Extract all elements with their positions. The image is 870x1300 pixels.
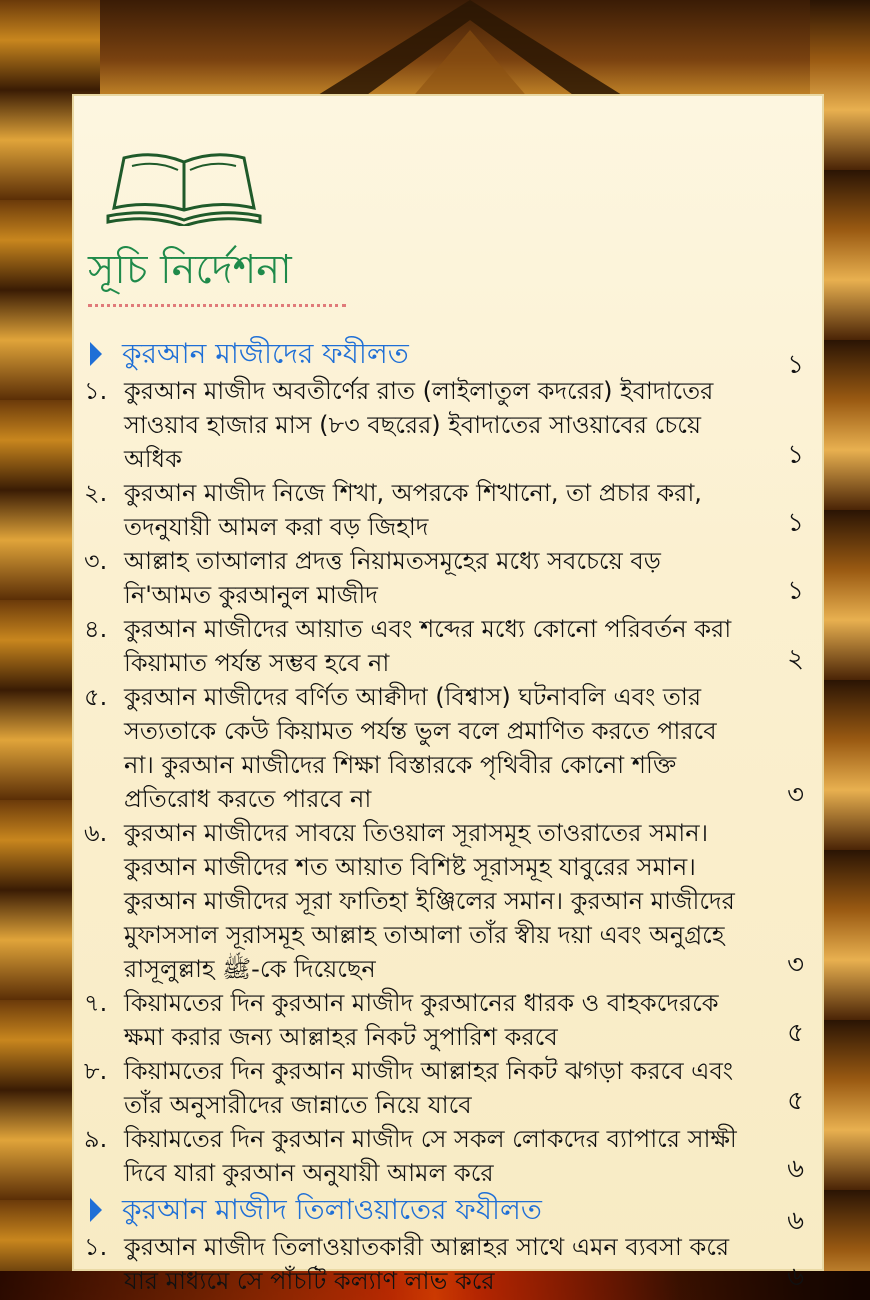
page-number: ৩ (787, 780, 804, 810)
entry-text: কিয়ামতের দিন কুরআন মাজীদ আল্লাহর নিকট ঝগড়া করবে এবং তাঁর অনুসারীদের জান্নাতে নিয়ে যাবে (124, 1057, 734, 1119)
toc-section-heading[interactable] (84, 1190, 804, 1236)
toc-entry[interactable] (84, 680, 804, 816)
entry-number: ১. (84, 377, 108, 405)
entry-number: ২. (84, 479, 108, 507)
toc-entry[interactable] (84, 1054, 804, 1122)
entry-number: ১. (84, 1233, 108, 1261)
entry-text: কুরআন মাজীদ নিজে শিখা, অপরকে শিখানো, তা প্রচার করা, তদনুযায়ী আমল করা বড় জিহাদ (124, 479, 702, 541)
page-number: ১ (787, 350, 804, 380)
entry-number: ৭. (84, 989, 108, 1017)
table-of-contents (84, 334, 804, 1298)
toc-entry[interactable] (84, 1230, 804, 1298)
title-divider (88, 304, 346, 307)
page-title: সূচি নির্দেশনা (88, 247, 292, 293)
entry-text: কুরআন মাজীদ তিলাওয়াতকারী আল্লাহর সাথে এমন ব্যবসা করে যার মাধ্যমে সে পাঁচটি কল্যাণ লাভ করে (124, 1233, 730, 1295)
page-number: ৬ (787, 1154, 804, 1184)
entry-number: ৩. (84, 547, 108, 575)
page-number: ৬ (787, 1262, 804, 1292)
entry-number: ৮. (84, 1057, 108, 1085)
page-number: ১ (787, 508, 804, 538)
entry-text: কিয়ামতের দিন কুরআন মাজীদ সে সকল লোকদের ব্যাপারে সাক্ষী দিবে যারা কুরআন অনুযায়ী আমল করে (124, 1125, 737, 1187)
open-book-icon (104, 148, 264, 226)
page-number: ৫ (787, 1086, 804, 1116)
arch-ornament-icon (290, 0, 650, 100)
entry-number: ৫. (84, 683, 108, 711)
toc-entry[interactable] (84, 612, 804, 680)
section-title: কুরআন মাজীদের ফযীলত (122, 337, 409, 370)
toc-entry[interactable] (84, 544, 804, 612)
page-number: ১ (787, 576, 804, 606)
entry-text: কুরআন মাজীদের সাবয়ে তিওয়াল সূরাসমূহ তাওরাতের সমান। কুরআন মাজীদের শত আয়াত বিশিষ্ট সূরাসমূহ যাবুরের সমান। কুরআন মাজীদের সূরা ফাতিহা ইঞ্জিলের সমান। কুরআন মাজীদের মুফাসসাল সূরাসমূহ আল্লাহ তাআলা তাঁর স্বীয় দয়া এবং অনুগ্রহে রাসূলুল্লাহ ﷺ-কে দিয়েছেন (124, 819, 735, 983)
toc-entry[interactable] (84, 816, 804, 986)
entry-number: ৯. (84, 1125, 108, 1153)
entry-number: ৬. (84, 819, 108, 847)
toc-entry[interactable] (84, 1122, 804, 1190)
toc-entry[interactable] (84, 476, 804, 544)
toc-entry[interactable] (84, 374, 804, 476)
entry-text: কিয়ামতের দিন কুরআন মাজীদ কুরআনের ধারক ও বাহকদেরকে ক্ষমা করার জন্য আল্লাহর নিকট সুপারিশ করবে (124, 989, 719, 1051)
page-number: ৩ (787, 950, 804, 980)
entry-number: ৪. (84, 615, 108, 643)
triangle-bullet-icon (90, 342, 102, 366)
triangle-bullet-icon (90, 1198, 102, 1222)
entry-text: কুরআন মাজীদ অবতীর্ণের রাত (লাইলাতুল কদরের) ইবাদাতের সাওয়াব হাজার মাস (৮৩ বছরের) ইবাদাতের সাওয়াবের চেয়ে অধিক (124, 377, 714, 473)
entry-text: কুরআন মাজীদের আয়াত এবং শব্দের মধ্যে কোনো পরিবর্তন করা কিয়ামাত পর্যন্ত সম্ভব হবে না (124, 615, 732, 677)
section-title: কুরআন মাজীদ তিলাওয়াতের ফযীলত (122, 1193, 542, 1226)
entry-text: আল্লাহ তাআলার প্রদত্ত নিয়ামতসমূহের মধ্যে সবচেয়ে বড় নি'আমত কুরআনুল মাজীদ (124, 547, 661, 609)
page-number: ১ (787, 440, 804, 470)
entry-text: কুরআন মাজীদের বর্ণিত আক্বীদা (বিশ্বাস) ঘটনাবলি এবং তার সত্যতাকে কেউ কিয়ামত পর্যন্ত ভুল বলে প্রমাণিত করতে পারবে না। কুরআন মাজীদের শিক্ষা বিস্তারকে পৃথিবীর কোনো শক্তি প্রতিরোধ করতে পারবে না (124, 683, 717, 813)
toc-entry[interactable] (84, 986, 804, 1054)
toc-section-heading[interactable] (84, 334, 804, 380)
page-number: ৫ (787, 1018, 804, 1048)
page-number: ৬ (787, 1206, 804, 1236)
page-number: ২ (787, 644, 804, 674)
